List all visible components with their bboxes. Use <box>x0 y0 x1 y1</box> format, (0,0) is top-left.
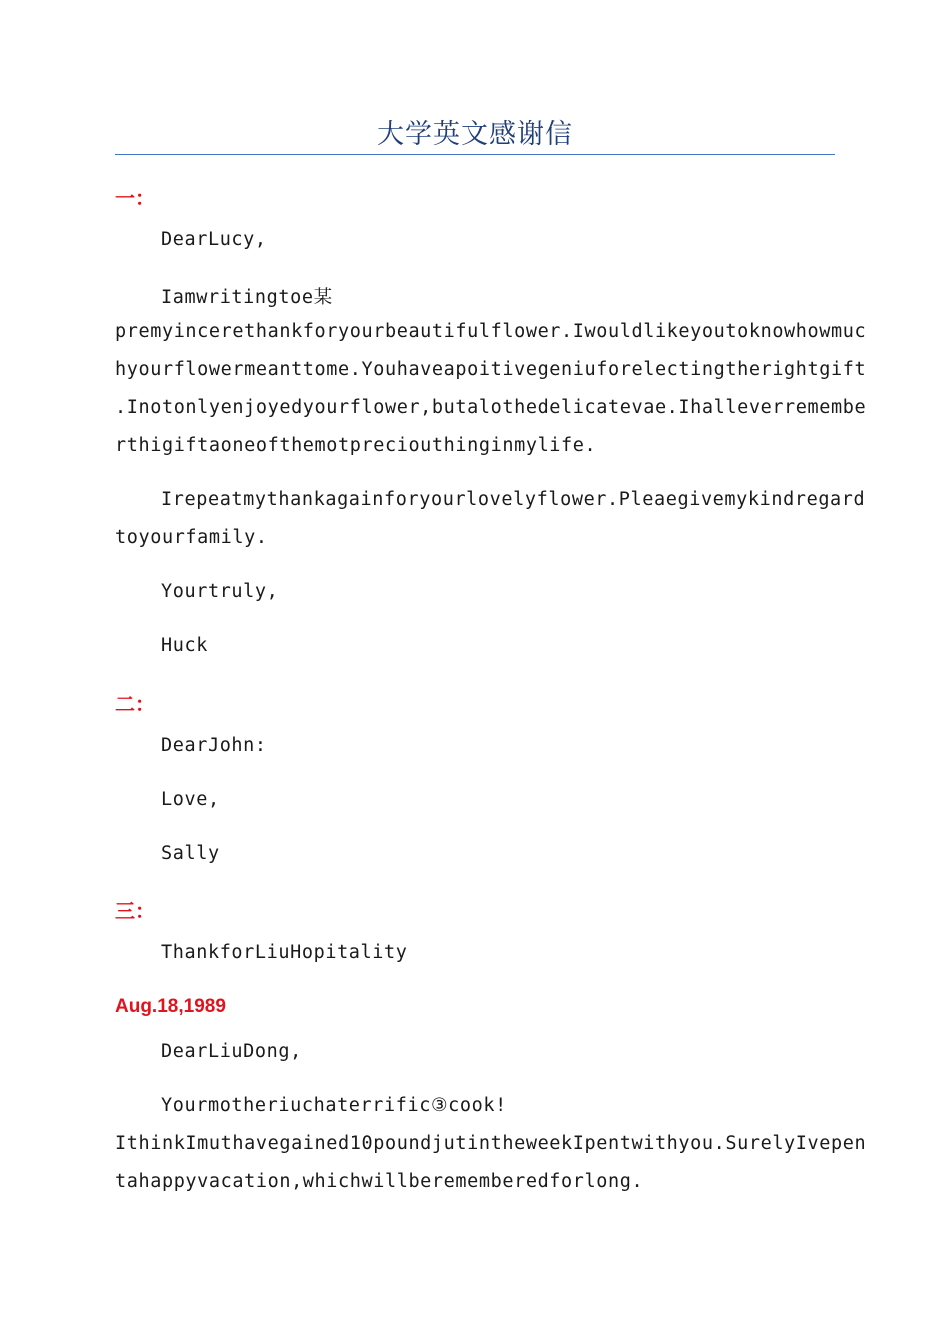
paragraph-3-line-2: IthinkImuthavegained10poundjutintheweekIpentwithyou.SurelyIvepen <box>115 1133 867 1154</box>
closing-1: Yourtruly, <box>161 581 279 602</box>
paragraph-3-line-3: tahappyvacation,whichwillberememberedforlong. <box>115 1171 644 1192</box>
paragraph-2-line-1: Irepeatmythankagainforyourlovelyflower.Pleaegivemykindregard <box>161 489 866 510</box>
title-underline <box>115 154 835 155</box>
letter-date: Aug.18,1989 <box>115 996 226 1017</box>
paragraph-1-line-2: premyincerethankforyourbeautifulflower.Iwouldlikeyoutoknowhowmuc <box>115 321 867 342</box>
signature-2: Sally <box>161 843 220 864</box>
greeting-1: DearLucy, <box>161 229 267 250</box>
greeting-3: DearLiuDong, <box>161 1041 302 1062</box>
paragraph-2-line-2: toyourfamily. <box>115 527 268 548</box>
paragraph-3-line-1: Yourmotheriuchaterrific③cook! <box>161 1095 507 1116</box>
signature-1: Huck <box>161 635 208 656</box>
document-title: 大学英文感谢信 <box>377 119 573 150</box>
paragraph-1-line-3: hyourflowermeanttome.Youhaveapoitivegeniuforelectingtherightgift <box>115 359 867 380</box>
closing-2: Love, <box>161 789 220 810</box>
section-heading-1: 一： <box>115 186 155 210</box>
letter-subject: ThankforLiuHopitality <box>161 942 408 963</box>
paragraph-1-line-4: .Inotonlyenjoyedyourflower,butalothedelicatevae.Ihalleverremembe <box>115 397 867 418</box>
section-heading-2: 二： <box>115 692 155 716</box>
paragraph-1-line-5: rthigiftaoneofthemotpreciouthinginmylife. <box>115 435 597 456</box>
paragraph-1-line-1: Iamwritingtoe某 <box>161 287 333 308</box>
section-heading-3: 三： <box>115 899 155 923</box>
greeting-2: DearJohn: <box>161 735 267 756</box>
